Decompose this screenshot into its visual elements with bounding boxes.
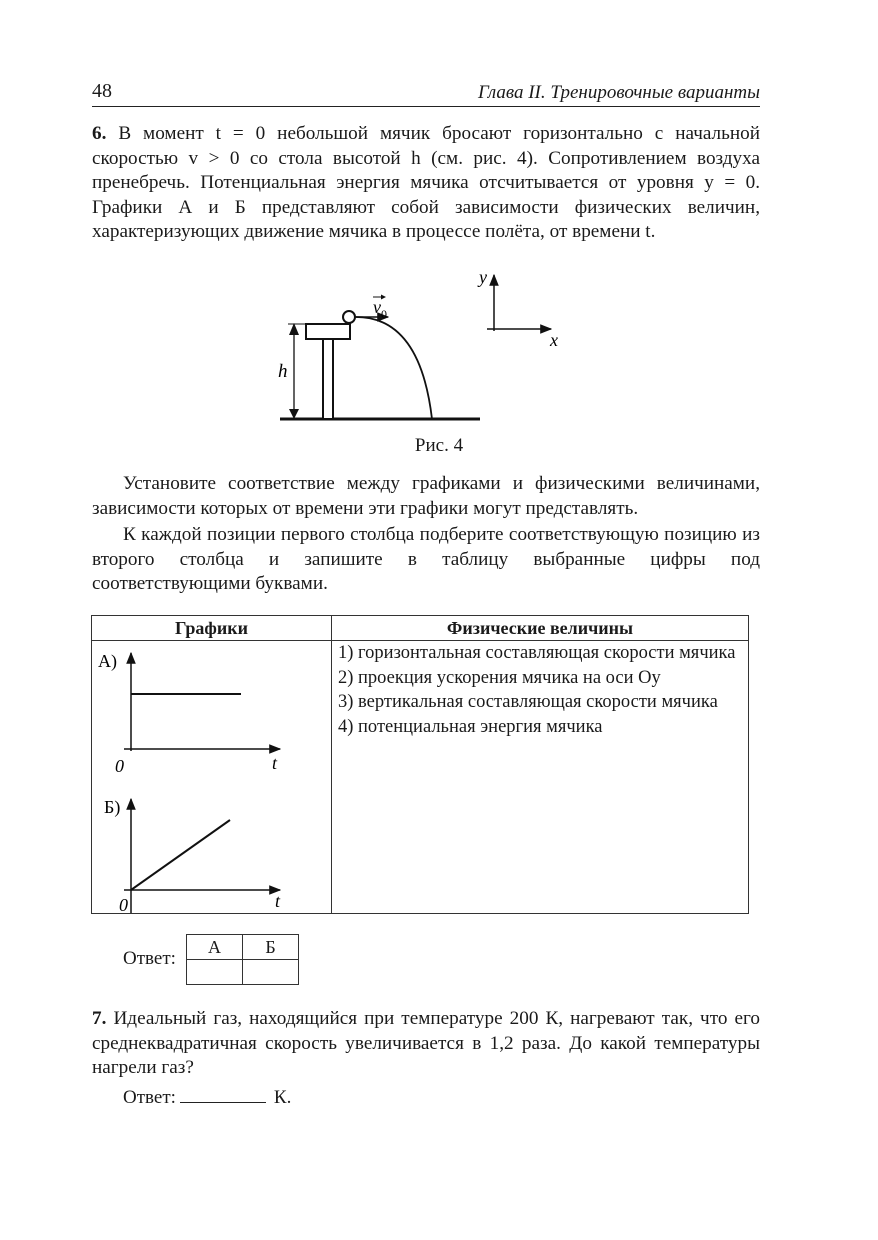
answer-7-label: Ответ: xyxy=(123,1087,176,1108)
graph-b-t-label: t xyxy=(275,891,281,911)
problem-7-text xyxy=(92,1007,760,1081)
figure-4 xyxy=(270,265,580,430)
graph-a-origin: 0 xyxy=(115,756,124,776)
matching-table xyxy=(91,615,749,914)
problem-6-body: В момент t = 0 небольшой мячик бросают горизонтально с начальной скоростью v > 0 со стола высотой h (см. рис. 4). Сопротивлением воздуха пренебречь. Потенциальная энергия мячика отсчитывается от уровня y = 0. Графики А и Б представляют собой зависимости физических величин, характеризующих движение мячика в процессе полёта, от времени t. xyxy=(92,123,761,243)
problem-6-number: 6. xyxy=(92,123,107,144)
graphs-cell xyxy=(92,641,332,914)
height-label: h xyxy=(278,361,288,382)
ball xyxy=(343,311,355,323)
table-top xyxy=(306,324,350,339)
quantities-header: Физические величины xyxy=(332,616,749,641)
answer-col-a: А xyxy=(187,935,243,960)
graphs-header: Графики xyxy=(92,616,332,641)
x-axis-label: x xyxy=(550,330,558,350)
running-title: Глава II. Тренировочные варианты xyxy=(478,82,760,103)
answer-col-b: Б xyxy=(243,935,299,960)
graph-a-t-label: t xyxy=(272,753,278,773)
graph-b-label: Б) xyxy=(104,797,121,817)
quantity-item: 3) вертикальная составляющая скорости мячика xyxy=(338,692,718,712)
instruction-2: К каждой позиции первого столбца подберите соответствующую позицию из второго столбца и запишите в таблицу выбранные цифры под соответствующими буквами. xyxy=(92,524,760,595)
page-number: 48 xyxy=(92,80,112,102)
quantities-cell xyxy=(332,641,749,914)
y-axis-label: y xyxy=(479,267,487,287)
velocity-label: $v_0$ xyxy=(373,297,387,321)
header-rule xyxy=(92,106,760,107)
problem-7-number: 7. xyxy=(92,1008,107,1029)
quantity-item: 4) потенциальная энергия мячика xyxy=(338,716,603,737)
figure-caption: Рис. 4 xyxy=(414,435,464,456)
graph-a-label: А) xyxy=(98,651,117,671)
answer-cell-b[interactable] xyxy=(243,960,299,985)
answer-cell-a[interactable] xyxy=(187,960,243,985)
trajectory xyxy=(356,317,432,419)
quantity-item: 2) проекция ускорения мячика на оси Oy xyxy=(338,667,661,688)
graphs-svg xyxy=(92,641,331,913)
instruction-1: Установите соответствие между графиками и физическими величинами, зависимости которых от времени эти графики могут представлять. xyxy=(92,473,760,519)
problem-7-body: Идеальный газ, находящийся при температуре 200 К, нагревают так, что его среднеквадратичная скорость увеличивается в 1,2 раза. До какой температуры нагрели газ? xyxy=(92,1008,760,1079)
answer-6-label: Ответ: xyxy=(123,948,176,969)
quantity-item: 1) горизонтальная составляющая скорости мячика xyxy=(338,643,736,663)
problem-6-text xyxy=(92,122,760,245)
graph-b-origin: 0 xyxy=(119,895,128,913)
answer-7 xyxy=(123,1084,291,1109)
answer-7-blank[interactable] xyxy=(180,1084,266,1103)
graph-b-curve xyxy=(131,820,230,890)
answer-6-table xyxy=(186,934,299,985)
table-leg xyxy=(323,339,333,419)
answer-7-unit: К. xyxy=(273,1087,292,1108)
